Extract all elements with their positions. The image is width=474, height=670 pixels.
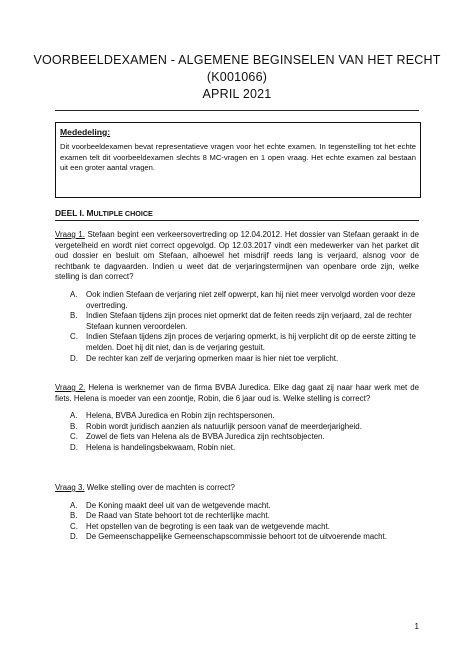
option-text: De Raad van State behoort tot de rechterlijke macht.	[86, 511, 270, 521]
notice-text: Dit voorbeeldexamen bevat representatieve vragen voor het echte examen. In tegenstelling tot het echte examen telt dit voorbeeldexamen slechts 8 MC-vragen en 1 open vraag. Het echte examen zal bestaan uit een groter aantal vragen.	[60, 142, 416, 172]
section-divider	[55, 220, 419, 221]
option-letter: D.	[70, 353, 78, 363]
answer-option	[55, 411, 419, 422]
option-letter: C.	[70, 332, 78, 342]
option-text: De Gemeenschappelijke Gemeenschapscommissie behoort tot de uitvoerende macht.	[86, 532, 387, 542]
answer-option	[55, 422, 419, 433]
notice-title: Mededeling:	[60, 127, 111, 137]
option-text: Het opstellen van de begroting is een taak van de wetgevende macht.	[86, 521, 330, 531]
page-number: 1	[414, 622, 419, 631]
option-letter: B.	[70, 311, 78, 321]
answer-options	[55, 501, 419, 543]
question-2	[55, 383, 419, 454]
option-text: Helena is handelingsbekwaam, Robin niet.	[86, 442, 236, 452]
answer-option	[55, 311, 419, 332]
section-heading-main: DEEL I. M	[55, 208, 94, 218]
answer-option	[55, 443, 419, 454]
notice-box	[55, 122, 421, 198]
question-3	[55, 483, 419, 543]
option-text: Robin wordt juridisch aanzien als natuurlijk persoon vanaf de meerderjarigheid.	[86, 421, 362, 431]
document-title: VOORBEELDEXAMEN - ALGEMENE BEGINSELEN VAN HET RECHT	[33, 53, 441, 67]
option-text: Zowel de fiets van Helena als de BVBA Juredica zijn rechtsobjecten.	[86, 432, 325, 442]
option-letter: B.	[70, 511, 78, 521]
answer-option	[55, 522, 419, 533]
option-text: Indien Stefaan tijdens zijn proces de verjaring opmerkt, is hij verplicht dit op de eerste zitting te melden. Doet hij dit niet, dan is de verjaring gestuit.	[86, 332, 416, 352]
option-letter: A.	[70, 411, 78, 421]
question-text	[55, 483, 419, 494]
option-letter: A.	[70, 500, 78, 510]
answer-option	[55, 290, 419, 311]
option-text: Indien Stefaan tijdens zijn proces niet opmerkt dat de feiten reeds zijn verjaard, zal de rechter Stefaan kunnen veroordelen.	[86, 311, 412, 331]
option-text: De Koning maakt deel uit van de wetgevende macht.	[86, 500, 271, 510]
answer-option	[55, 354, 419, 365]
section-heading-rest: ULTIPLE CHOICE	[93, 209, 153, 218]
title-block	[0, 52, 474, 103]
question-1	[55, 230, 419, 364]
title-divider	[55, 110, 419, 111]
option-letter: D.	[70, 532, 78, 542]
option-letter: D.	[70, 442, 78, 452]
question-body: Welke stelling over de machten is correct?	[84, 483, 235, 492]
answer-option	[55, 511, 419, 522]
option-letter: C.	[70, 432, 78, 442]
question-text	[55, 383, 419, 404]
answer-options	[55, 411, 419, 453]
answer-option	[55, 501, 419, 512]
answer-options	[55, 290, 419, 364]
option-letter: B.	[70, 421, 78, 431]
question-body: Helena is werknemer van de firma BVBA Juredica. Elke dag gaat zij naar haar werk met de fiets. Helena is moeder van een zoontje, Robin, die 6 jaar oud is. Welke stelling is correct?	[55, 383, 419, 403]
question-body: Stefaan begint een verkeersovertreding op 12.04.2012. Het dossier van Stefaan geraakt in de vergetelheid en wordt niet correct opgevolgd. Op 12.03.2017 vindt een medewerker van het parket dit oud dossier en besluit om Stefaan, alhoewel het misdrijf reeds lang is verjaard, alsnog voor de rechtbank te dagvaarden. Indien u weet dat de verjaringstermijnen van openbare orde zijn, welke stelling is dan correct?	[55, 230, 419, 282]
option-text: De rechter kan zelf de verjaring opmerken maar is hier niet toe verplicht.	[86, 353, 339, 363]
option-letter: A.	[70, 289, 78, 299]
section-heading	[55, 208, 153, 219]
question-label: Vraag 1.	[55, 230, 85, 239]
option-letter: C.	[70, 521, 78, 531]
question-label: Vraag 3.	[55, 483, 85, 492]
question-label: Vraag 2.	[55, 383, 86, 392]
course-code: (K001066)	[206, 70, 268, 84]
option-text: Helena, BVBA Juredica en Robin zijn rechtspersonen.	[86, 411, 275, 421]
option-text: Ook indien Stefaan de verjaring niet zelf opwerpt, kan hij niet meer vervolgd worden voor deze overtreding.	[86, 289, 416, 310]
exam-date: APRIL 2021	[202, 87, 272, 101]
answer-option	[55, 432, 419, 443]
question-text	[55, 230, 419, 283]
answer-option	[55, 532, 419, 543]
answer-option	[55, 332, 419, 353]
